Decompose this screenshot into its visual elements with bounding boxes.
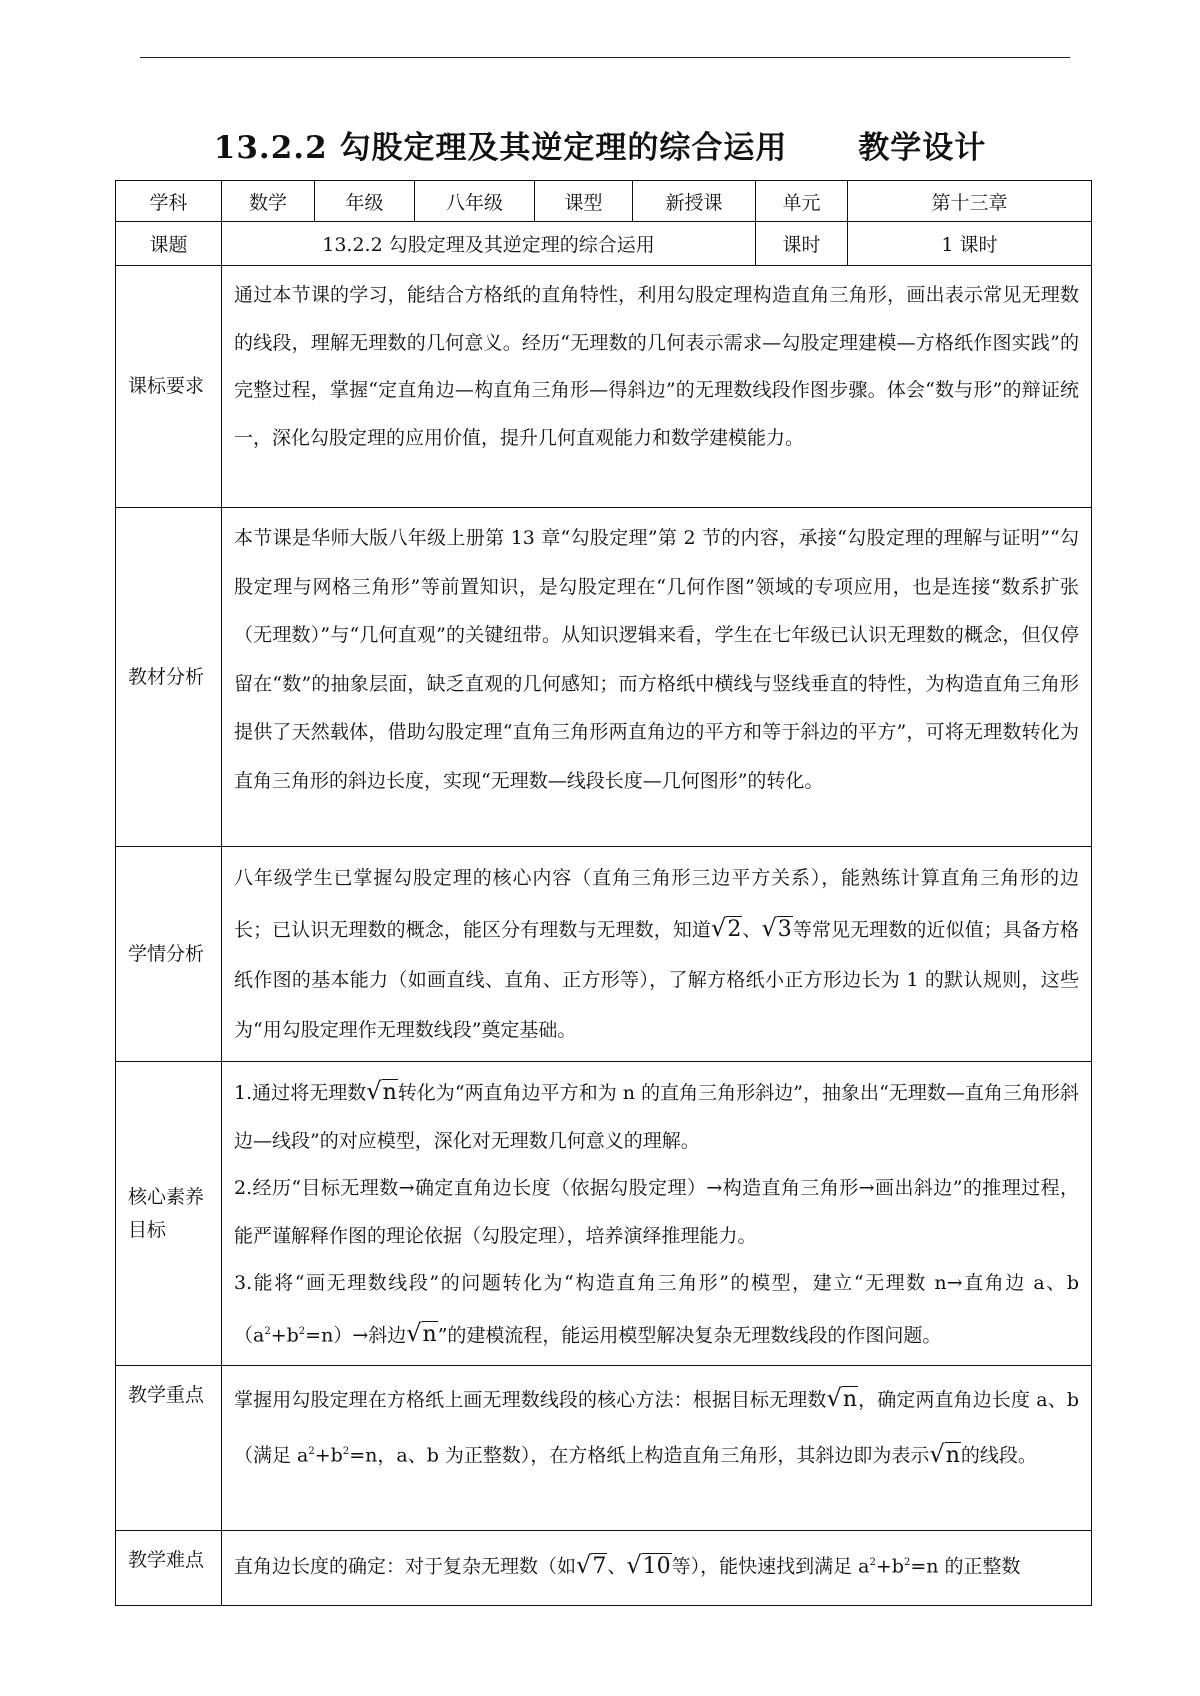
student-text-b: 等常见无理数的近似值；具备方格纸作图的基本能力（如画直线、直角、正方形等），了解方格纸小正方形边长为 1 的默认规则，这些为“用勾股定理作无理数线段”奠定基础。 xyxy=(234,919,1079,1041)
curriculum-row xyxy=(116,266,1092,508)
student-analysis-label: 学情分析 xyxy=(116,847,222,1062)
sqrt-7: √7 xyxy=(576,1550,607,1579)
student-sep: 、 xyxy=(742,919,762,941)
sqrt-7-radicand: 7 xyxy=(592,1553,607,1579)
lesson-type-label: 课型 xyxy=(535,181,633,222)
sqrt-10-radicand: 10 xyxy=(642,1553,671,1579)
lesson-plan-table xyxy=(115,180,1092,1606)
curriculum-label: 课标要求 xyxy=(116,266,222,508)
difficulty-text xyxy=(234,1537,1079,1592)
info-row-2 xyxy=(116,222,1092,266)
sqrt-3: √3 xyxy=(761,914,792,942)
goals-cell xyxy=(222,1062,1092,1366)
class-hours-value: 1 课时 xyxy=(848,222,1092,266)
key-point-sup-2: 2 xyxy=(342,1446,350,1458)
sqrt-n-radicand: n xyxy=(382,1080,397,1105)
students-row xyxy=(116,847,1092,1062)
goal-3-text-b: ”的建模流程，能运用模型解决复杂无理数线段的作图问题。 xyxy=(437,1323,942,1346)
key-point-text-b: ，确定两直角边长度 a、b（满足 a xyxy=(234,1389,1079,1467)
textbook-analysis-text: 本节课是华师大版八年级上册第 13 章“勾股定理”第 2 节的内容，承接“勾股定理的理解与证明”“勾股定理与网格三角形”等前置知识，是勾股定理在“几何作图”领域的专项应用，也是连接“数系扩张（无理数）”与“几何直观”的关键纽带。从知识逻辑来看，学生在七年级已认识无理数的概念，但仅停留在“数”的抽象层面，缺乏直观的几何感知；而方格纸中横线与竖线垂直的特性，为构造直角三角形提供了天然载体，借助勾股定理“直角三角形两直角边的平方和等于斜边的平方”，可将无理数转化为直角三角形的斜边长度，实现“无理数—线段长度—几何图形”的转化。 xyxy=(234,527,1079,792)
difficulty-cell xyxy=(222,1531,1092,1606)
header-rule xyxy=(140,57,1070,58)
key-point-row xyxy=(116,1366,1092,1531)
difficulty-sup-2: 2 xyxy=(903,1557,911,1569)
goal-2: 2.经历“目标无理数→确定直角边长度（依据勾股定理）→构造直角三角形→画出斜边”的推理过程，能严谨解释作图的理论依据（勾股定理），培养演绎推理能力。 xyxy=(234,1177,1079,1247)
core-goals-label-line2: 目标 xyxy=(128,1218,167,1241)
curriculum-cell xyxy=(222,266,1092,508)
students-cell xyxy=(222,847,1092,1062)
textbook-cell xyxy=(222,508,1092,847)
core-goals-label-line1: 核心素养 xyxy=(128,1186,205,1209)
sqrt-n: √n xyxy=(406,1318,437,1347)
core-goals-label xyxy=(116,1062,222,1366)
difficulty-text-b: 等），能快速找到满足 a xyxy=(671,1555,870,1578)
topic-label: 课题 xyxy=(116,222,222,266)
sqrt-n: √n xyxy=(929,1439,960,1468)
sqrt-n: √n xyxy=(366,1077,397,1105)
sqrt-n: √n xyxy=(826,1384,857,1413)
difficulty-row xyxy=(116,1531,1092,1606)
unit-value: 第十三章 xyxy=(848,181,1092,222)
sqrt-n-radicand: n xyxy=(842,1387,857,1413)
student-analysis-text xyxy=(234,853,1079,1055)
key-point-plus: +b xyxy=(314,1444,343,1467)
key-point-sup-1: 2 xyxy=(308,1446,315,1458)
textbook-analysis-label: 教材分析 xyxy=(116,508,222,847)
sqrt-n-radicand: n xyxy=(422,1321,437,1347)
difficulty-text-a: 直角边长度的确定：对于复杂无理数（如 xyxy=(234,1555,577,1578)
sqrt-3-radicand: 3 xyxy=(777,917,792,942)
goal-1-text-a: 1.通过将无理数 xyxy=(234,1082,367,1104)
difficulty-sup-1: 2 xyxy=(869,1557,876,1569)
student-text-a: 八年级学生已掌握勾股定理的核心内容（直角三角形三边平方关系），能熟练计算直角三角形的边长；已认识无理数的概念，能区分有理数与无理数，知道 xyxy=(234,867,1079,941)
difficulty-label: 教学难点 xyxy=(116,1531,222,1606)
subject-value: 数学 xyxy=(222,181,315,222)
curriculum-text: 通过本节课的学习，能结合方格纸的直角特性，利用勾股定理构造直角三角形，画出表示常见无理数的线段，理解无理数的几何意义。经历“无理数的几何表示需求—勾股定理建模—方格纸作图实践”的完整过程，掌握“定直角边—构直角三角形—得斜边”的无理数线段作图步骤。体会“数与形”的辩证统一，深化勾股定理的应用价值，提升几何直观能力和数学建模能力。 xyxy=(234,284,1079,449)
sqrt-2-radicand: 2 xyxy=(727,917,742,942)
goal-3-plus: +b xyxy=(270,1323,299,1346)
goal-3-text-a: 3.能将“画无理数线段”的问题转化为“构造直角三角形”的模型，建立“无理数 n→直角边 a、b（a xyxy=(234,1272,1079,1346)
difficulty-text-c: =n 的正整数 xyxy=(910,1555,1021,1578)
key-point-text-d: 的线段。 xyxy=(960,1444,1037,1467)
key-point-text-c: =n，a、b 为正整数），在方格纸上构造直角三角形，其斜边即为表示 xyxy=(349,1444,930,1467)
grade-value: 八年级 xyxy=(415,181,535,222)
sqrt-10: √10 xyxy=(626,1550,671,1579)
sqrt-2: √2 xyxy=(711,914,742,942)
goal-3-eq: =n）→斜边 xyxy=(305,1323,407,1346)
difficulty-plus: +b xyxy=(875,1555,904,1578)
textbook-row xyxy=(116,508,1092,847)
goal-1 xyxy=(234,1068,1079,1165)
goal-3-sup-1: 2 xyxy=(264,1325,271,1337)
key-point-text xyxy=(234,1372,1079,1481)
grade-label: 年级 xyxy=(315,181,415,222)
goals-row xyxy=(116,1062,1092,1366)
class-hours-label: 课时 xyxy=(756,222,848,266)
goal-3 xyxy=(234,1260,1079,1359)
key-point-label: 教学重点 xyxy=(116,1366,222,1531)
info-row-1 xyxy=(116,181,1092,222)
difficulty-sep: 、 xyxy=(607,1555,627,1578)
goal-3-sup-2: 2 xyxy=(298,1325,306,1337)
key-point-text-a: 掌握用勾股定理在方格纸上画无理数线段的核心方法：根据目标无理数 xyxy=(234,1389,827,1412)
document-title: 13.2.2 勾股定理及其逆定理的综合运用 教学设计 xyxy=(213,130,987,166)
lesson-type-value: 新授课 xyxy=(633,181,756,222)
topic-value: 13.2.2 勾股定理及其逆定理的综合运用 xyxy=(222,222,756,266)
sqrt-n-radicand: n xyxy=(945,1442,960,1468)
key-point-cell xyxy=(222,1366,1092,1531)
unit-label: 单元 xyxy=(756,181,848,222)
goal-1-text-b: 转化为“两直角边平方和为 n 的直角三角形斜边”，抽象出“无理数—直角三角形斜边—线段”的对应模型，深化对无理数几何意义的理解。 xyxy=(234,1082,1079,1152)
subject-label: 学科 xyxy=(116,181,222,222)
